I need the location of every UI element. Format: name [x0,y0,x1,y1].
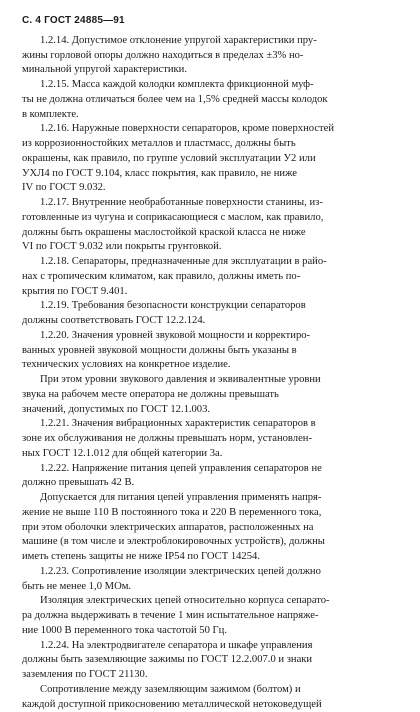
paragraph-p1214 [22,34,402,78]
text-line: иметь степень защиты не ниже IP54 по ГОСТ 14254. [22,550,402,565]
text-line: 1.2.23. Сопротивление изоляции электрических цепей должно [22,565,402,580]
text-line: крытия по ГОСТ 9.401. [22,285,402,300]
text-line: IV по ГОСТ 9.032. [22,181,402,196]
page-header: С. 4 ГОСТ 24885—91 [22,14,402,29]
text-line: 1.2.17. Внутренние необработанные поверхности станины, из- [22,196,402,211]
paragraph-p1220 [22,329,402,373]
paragraph-p1224b [22,683,402,712]
text-line: жины горловой опоры должно находиться в пределах ±3% но- [22,49,402,64]
paragraph-p1223 [22,565,402,595]
text-line: VI по ГОСТ 9.032 или покрыты грунтовкой. [22,240,402,255]
text-line: 1.2.22. Напряжение питания цепей управления сепараторов не [22,462,402,477]
text-line: Сопротивление между заземляющим зажимом (болтом) и [22,683,402,698]
text-line: минальной упругой характеристики. [22,63,402,78]
paragraph-p1222b [22,491,402,565]
text-line: зоне их обслуживания не должны превышать норм, установлен- [22,432,402,447]
text-line: ванных уровней звуковой мощности должны быть указаны в [22,344,402,359]
text-line: Изоляция электрических цепей относительно корпуса сепарато- [22,594,402,609]
text-line: ние 1000 В переменного тока частотой 50 Гц. [22,624,402,639]
text-line: 1.2.15. Масса каждой колодки комплекта фрикционной муф- [22,78,402,93]
document-body [22,34,402,712]
text-line: 1.2.19. Требования безопасности конструкции сепараторов [22,299,402,314]
text-line: быть не менее 1,0 МОм. [22,580,402,595]
paragraph-p1217 [22,196,402,255]
text-line: должны соответствовать ГОСТ 12.2.124. [22,314,402,329]
paragraph-p1216 [22,122,402,196]
text-line: значений, допустимых по ГОСТ 12.1.003. [22,403,402,418]
paragraph-p1220b [22,373,402,417]
text-line: окрашены, как правило, по группе условий эксплуатации У2 или [22,152,402,167]
text-line: должны быть заземляющие зажимы по ГОСТ 12.2.007.0 и знаки [22,653,402,668]
text-line: 1.2.24. На электродвигателе сепаратора и шкафе управления [22,639,402,654]
text-line: ных ГОСТ 12.1.012 для общей категории 3а. [22,447,402,462]
text-line: Допускается для питания цепей управления применять напря- [22,491,402,506]
text-line: нах с тропическим климатом, как правило, должны иметь по- [22,270,402,285]
text-line: каждой доступной прикосновению металлической нетоковедущей [22,698,402,712]
paragraph-p1223b [22,594,402,638]
paragraph-p1221 [22,417,402,461]
paragraph-p1222 [22,462,402,492]
text-line: должно превышать 42 В. [22,476,402,491]
text-line: 1.2.18. Сепараторы, предназначенные для эксплуатации в райо- [22,255,402,270]
text-line: 1.2.16. Наружные поверхности сепараторов, кроме поверхностей [22,122,402,137]
text-line: жение не выше 110 В постоянного тока и 220 В переменного тока, [22,506,402,521]
text-line: УХЛ4 по ГОСТ 9.104, класс покрытия, как правило, не ниже [22,167,402,182]
document-page [22,14,402,712]
text-line: ра должна выдерживать в течение 1 мин испытательное напряже- [22,609,402,624]
text-line: звука на рабочем месте оператора не должны превышать [22,388,402,403]
text-line: машине (в том числе и электроблокировочных устройств), должны [22,535,402,550]
text-line: 1.2.20. Значения уровней звуковой мощности и корректиро- [22,329,402,344]
paragraph-p1218 [22,255,402,299]
paragraph-p1224 [22,639,402,683]
text-line: должны быть окрашены маслостойкой краской класса не ниже [22,226,402,241]
text-line: 1.2.21. Значения вибрационных характеристик сепараторов в [22,417,402,432]
text-line: ты не должна отличаться более чем на 1,5% средней массы колодок [22,93,402,108]
text-line: готовленные из чугуна и соприкасающиеся с маслом, как правило, [22,211,402,226]
text-line: При этом уровни звукового давления и эквивалентные уровни [22,373,402,388]
text-line: 1.2.14. Допустимое отклонение упругой характеристики пру- [22,34,402,49]
text-line: технических условиях на конкретное изделие. [22,358,402,373]
text-line: в комплекте. [22,108,402,123]
paragraph-p1215 [22,78,402,122]
text-line: при этом оболочки электрических аппаратов, расположенных на [22,521,402,536]
text-line: из коррозионностойких металлов и пластмасс, должны быть [22,137,402,152]
text-line: заземления по ГОСТ 21130. [22,668,402,683]
paragraph-p1219 [22,299,402,329]
